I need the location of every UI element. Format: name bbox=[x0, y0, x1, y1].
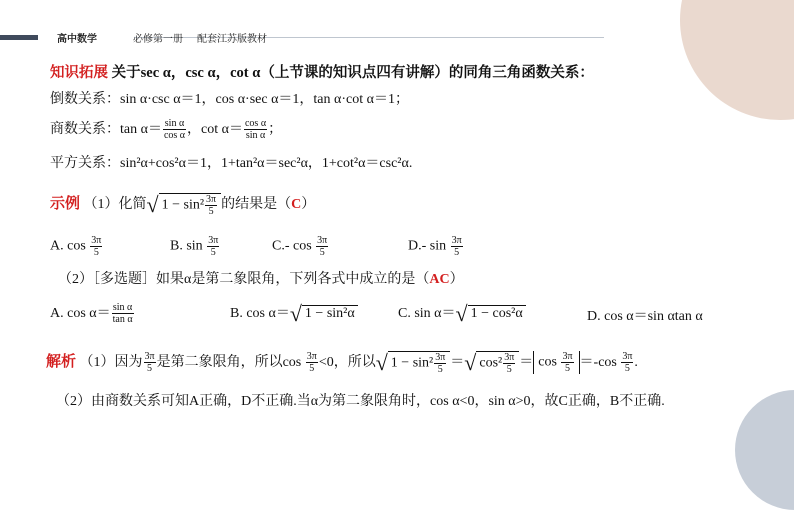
knowledge-title bbox=[50, 61, 594, 82]
fraction: $\frac{\text{cos α}}{\text{sin α}}$ bbox=[244, 118, 267, 142]
example-tag: 示例 bbox=[50, 196, 81, 212]
option-1b: B. sin $\frac{3\pi}{5}$ bbox=[170, 235, 219, 258]
knowledge-tag: 知识拓展 bbox=[50, 65, 108, 81]
header-subject: 高中数学 bbox=[57, 34, 97, 45]
analysis-line-1: 解析 （1）因为 $\frac{3\pi}{5}$ 是第二象限角，所以cos $\frac{3\pi}{5}$ <0，所以√ 1 − sin² $\frac{3\pi}{5}$ ＝√ cos² $\frac{3\pi}{5}$ ＝ cos $\frac{3\pi}{5}$ ＝-cos $\frac{3\pi}{5}$ . bbox=[46, 349, 638, 375]
option-2b: B. cos α＝√ 1 − sin²α bbox=[230, 302, 358, 325]
option-1c: C.- cos $\frac{3\pi}{5}$ bbox=[272, 235, 328, 258]
header-book: 必修第一册 bbox=[133, 34, 183, 45]
option-1a: A. cos $\frac{3\pi}{5}$ bbox=[50, 235, 102, 258]
answer-q2: AC bbox=[429, 272, 450, 287]
header-edition: 配套江苏版教材 bbox=[197, 34, 267, 45]
decor-circle-bottom-right bbox=[735, 390, 794, 510]
reciprocal-relation: 倒数关系：sin α·csc α＝1，cos α·sec α＝1，tan α·cot α＝1； bbox=[50, 92, 409, 107]
example-q2: （2）［多选题］如果α是第二象限角，下列各式中成立的是（AC） bbox=[58, 272, 464, 287]
fraction: $\frac{\text{sin α}}{\text{cos α}}$ bbox=[163, 118, 186, 142]
answer-q1: C bbox=[291, 197, 302, 212]
square-relation: 平方关系：sin²α+cos²α＝1，1+tan²α＝sec²α，1+cot²α＝csc²α. bbox=[50, 156, 413, 171]
analysis-tag: 解析 bbox=[46, 354, 77, 370]
analysis-line-2: （2）由商数关系可知A正确，D不正确.当α为第二象限角时，cos α<0，sin α>0，故C正确，B不正确. bbox=[56, 394, 665, 409]
option-2a: A. cos α＝ $\frac{\text{sin α}}{\text{tan α}}$ bbox=[50, 302, 133, 326]
decor-circle-top-right bbox=[680, 0, 794, 120]
option-1d: D.- sin $\frac{3\pi}{5}$ bbox=[408, 235, 462, 258]
header-accent-bar bbox=[0, 35, 38, 40]
example-q1: 示例 （1）化简√ 1 − sin² $\frac{3\pi}{5}$ 的结果是（C） bbox=[50, 191, 316, 217]
option-2d: D. cos α＝sin αtan α bbox=[587, 309, 703, 324]
knowledge-title-text: 关于sec α，csc α，cot α（上节课的知识点四有讲解）的同角三角函数关系： bbox=[111, 65, 594, 81]
quotient-relation: 商数关系：tan α＝ $\frac{\text{sin α}}{\text{cos α}}$ ，cot α＝ $\frac{\text{cos α}}{\text{sin α}}$ ； bbox=[50, 118, 283, 142]
option-2c: C. sin α＝√ 1 − cos²α bbox=[398, 302, 526, 325]
